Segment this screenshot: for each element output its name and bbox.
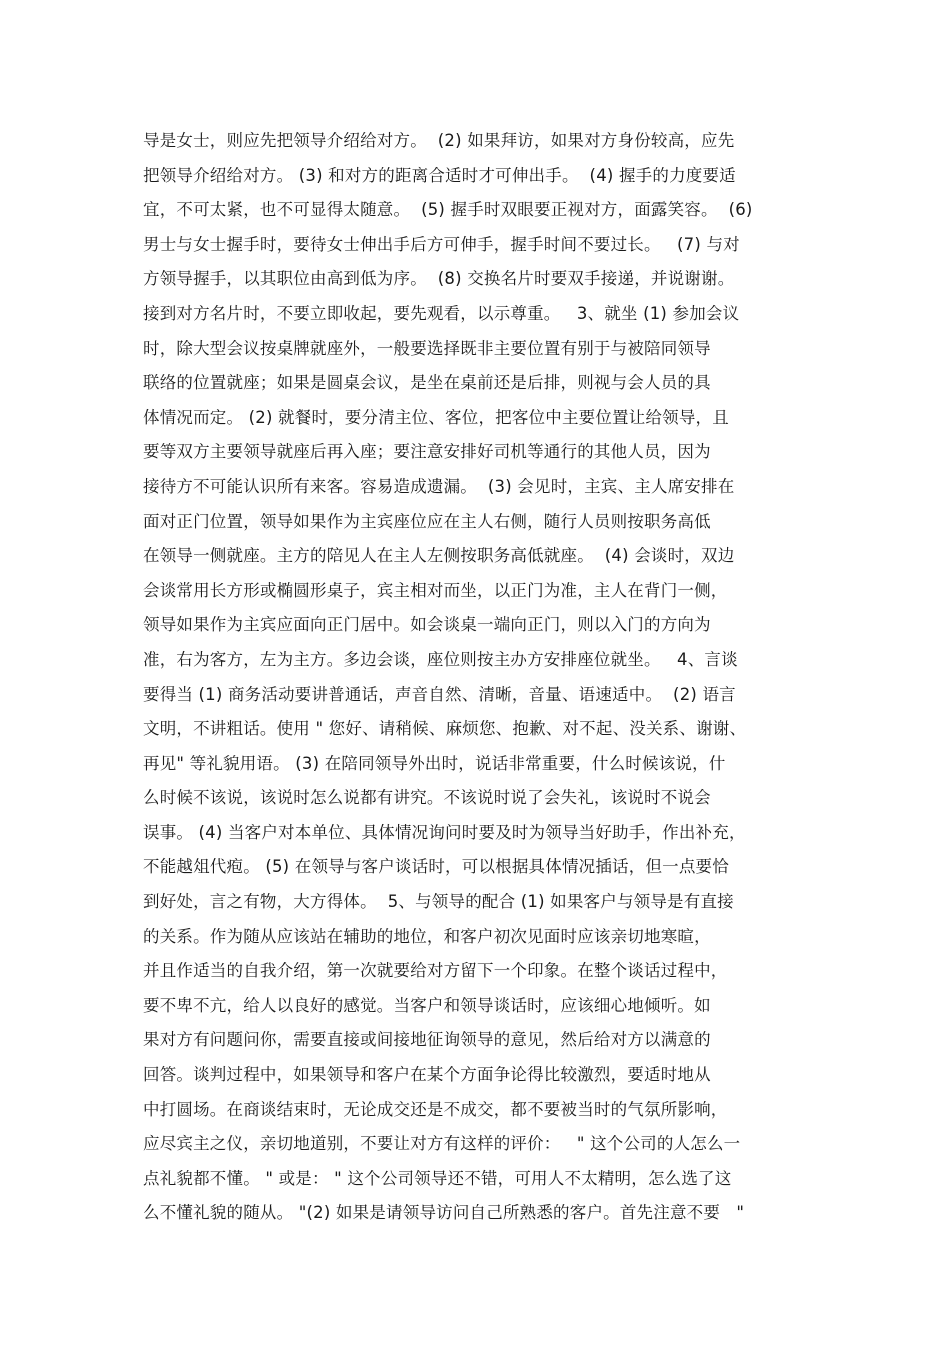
text-line: 中打圆场。在商谈结束时，无论成交还是不成交，都不要被当时的气氛所影响， bbox=[143, 1099, 728, 1119]
text-line: 导是女士，则应先把领导介绍给对方。 (2) 如果拜访，如果对方身份较高，应先 bbox=[143, 131, 735, 150]
text-line: 么时候不该说，该说时怎么说都有讲究。不该说时说了会失礼，该说时不说会 bbox=[143, 788, 711, 808]
text-line: 接待方不可能认识所有来客。容易造成遗漏。 (3) 会见时，主宾、主人席安排在 bbox=[143, 476, 735, 496]
text-line: 体情况而定。 (2) 就餐时，要分清主位、客位，把客位中主要位置让给领导，且 bbox=[143, 407, 729, 427]
text-line: 点礼貌都不懂。 " 或是： " 这个公司领导还不错，可用人不太精明，怎么选了这 bbox=[143, 1168, 732, 1188]
text-line: 时，除大型会议按桌牌就座外，一般要选择既非主要位置有别于与被陪同领导 bbox=[143, 338, 711, 358]
text-line: 到好处，言之有物，大方得体。 5、与领导的配合 (1) 如果客户与领导是有直接 bbox=[143, 892, 734, 912]
text-line: 会谈常用长方形或椭圆形桌子，宾主相对而坐，以正门为准，主人在背门一侧， bbox=[143, 580, 728, 600]
text-line: 面对正门位置，领导如果作为主宾座位应在主人右侧，随行人员则按职务高低 bbox=[143, 511, 711, 531]
text-line: 回答。谈判过程中，如果领导和客户在某个方面争论得比较激烈，要适时地从 bbox=[143, 1065, 711, 1085]
text-line: 的关系。作为随从应该站在辅助的地位，和客户初次见面时应该亲切地寒暄， bbox=[143, 926, 711, 946]
text-line: 领导如果作为主宾应面向正门居中。如会谈桌一端向正门，则以入门的方向为 bbox=[143, 615, 711, 635]
text-line: 男士与女士握手时，要待女士伸出手后方可伸手，握手时间不要过长。 (7) 与对 bbox=[143, 234, 740, 254]
text-line: 准，右为客方，左为主方。多边会谈，座位则按主办方安排座位就坐。 4、言谈 bbox=[143, 649, 738, 669]
text-line: 把领导介绍给对方。 (3) 和对方的距离合适时才可伸出手。 (4) 握手的力度要适 bbox=[143, 165, 736, 185]
body-text bbox=[143, 124, 823, 1231]
text-line: 宜，不可太紧，也不可显得太随意。 (5) 握手时双眼要正视对方，面露笑容。 (6) bbox=[143, 200, 753, 220]
text-line: 果对方有问题问你，需要直接或间接地征询领导的意见，然后给对方以满意的 bbox=[143, 1030, 711, 1050]
text-line: 并且作适当的自我介绍，第一次就要给对方留下一个印象。在整个谈话过程中， bbox=[143, 961, 728, 981]
text-line: 文明，不讲粗话。使用 " 您好、请稍候、麻烦您、抱歉、对不起、没关系、谢谢、 bbox=[143, 719, 747, 739]
text-line: 要不卑不亢，给人以良好的感觉。当客户和领导谈话时，应该细心地倾听。如 bbox=[143, 995, 711, 1015]
text-line: 不能越俎代疱。 (5) 在领导与客户谈话时，可以根据具体情况插话，但一点要恰 bbox=[143, 857, 729, 877]
text-line: 再见" 等礼貌用语。 (3) 在陪同领导外出时，说话非常重要，什么时候该说，什 bbox=[143, 753, 726, 773]
text-line: 么不懂礼貌的随从。 "(2) 如果是请领导访问自己所熟悉的客户。首先注意不要 " bbox=[143, 1203, 745, 1223]
text-line: 接到对方名片时，不要立即收起，要先观看，以示尊重。 3、就坐 (1) 参加会议 bbox=[143, 303, 740, 323]
text-line: 应尽宾主之仪，亲切地道别，不要让对方有这样的评价： " 这个公司的人怎么一 bbox=[143, 1134, 741, 1154]
text-line: 方领导握手，以其职位由高到低为序。 (8) 交换名片时要双手接递，并说谢谢。 bbox=[143, 269, 735, 289]
text-line: 误事。 (4) 当客户对本单位、具体情况询问时要及时为领导当好助手，作出补充， bbox=[143, 822, 746, 842]
text-line: 要得当 (1) 商务活动要讲普通话，声音自然、清晰，音量、语速适中。 (2) 语言 bbox=[143, 684, 736, 704]
text-line: 联络的位置就座；如果是圆桌会议，是坐在桌前还是后排，则视与会人员的具 bbox=[143, 373, 711, 393]
text-line: 要等双方主要领导就座后再入座；要注意安排好司机等通行的其他人员，因为 bbox=[143, 442, 711, 462]
text-line: 在领导一侧就座。主方的陪见人在主人左侧按职务高低就座。 (4) 会谈时，双边 bbox=[143, 546, 735, 566]
